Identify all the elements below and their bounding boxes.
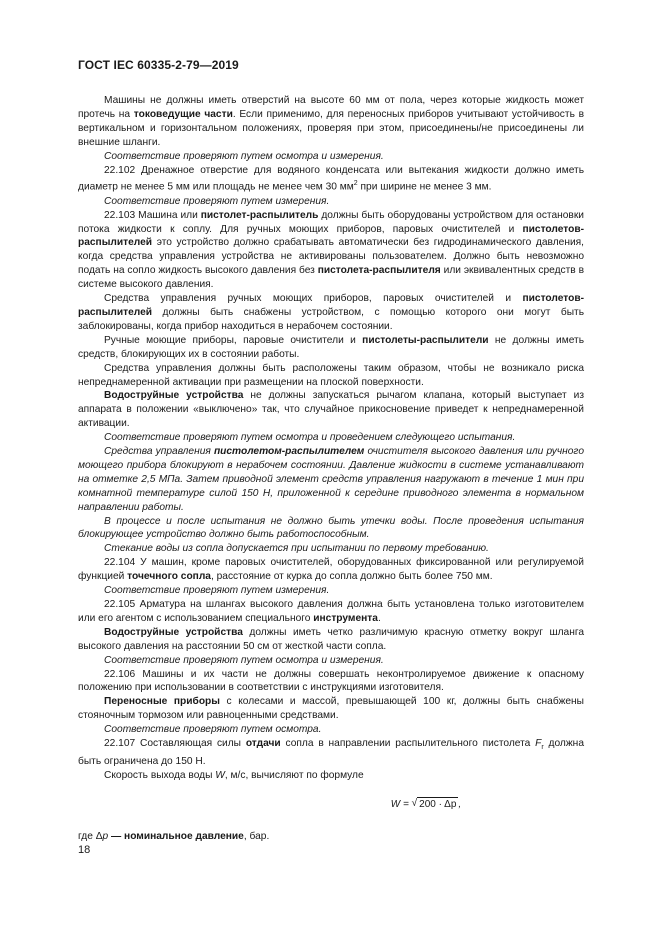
clause-22-106: 22.106 Машины и их части не должны совершать неконтролируемое движение к опасному положению при использовании в соответствии с инструкциями изготовителя. xyxy=(78,668,584,694)
compliance-note: Соответствие проверяют путем осмотра. xyxy=(104,724,322,736)
paragraph: Ручные моющие приборы, паровые очистители и пистолеты-распылители не должны иметь средств, блокирующих их в состоянии работы. xyxy=(78,334,584,360)
formula-legend: где Δp — номинальное давление, бар. xyxy=(78,830,270,842)
compliance-note: Соответствие проверяют путем осмотра и измерения. xyxy=(104,654,384,666)
clause-22-103: 22.103 Машина или пистолет-распылитель должны быть оборудованы устройством для остановки потока жидкости к соплу. Для ручных моющих приборов, паровых очистителей и пистолетов-распылителей это устройство должно срабатывать автоматически без гидродинамического давления, когда средства управления устройства не активированы пользователем. Должно быть невозможно подать на сопло жидкость высокого давления без пистолета-распылителя или эквивалентных средств в системе высокого давления. xyxy=(78,209,584,291)
clause-22-104: 22.104 У машин, кроме паровых очистителей, оборудованных фиксированной или регулируемой функцией точечного сопла, расстояние от курка до сопла должно быть более 750 мм. xyxy=(78,557,584,583)
compliance-note: Соответствие проверяют путем измерения. xyxy=(104,195,330,207)
sqrt-sign: √ xyxy=(411,798,418,810)
document-body xyxy=(78,94,584,844)
paragraph: Водоструйные устройства не должны запускаться рычагом клапана, который выступает из аппарата в положении «выключено» так, что случайное прикосновение приведет к непреднамеренной активации. xyxy=(78,390,585,430)
compliance-note: Соответствие проверяют путем осмотра и измерения. xyxy=(104,150,384,162)
test-description: В процессе и после испытания не должно быть утечки воды. После проведения испытания блокирующее устройство должно быть работоспособным. xyxy=(78,515,584,541)
paragraph: Водоструйные устройства должны иметь четко различимую красную отметку вокруг шланга высокого давления на расстоянии 50 см от жесткой части сопла. xyxy=(78,626,585,652)
paragraph: Машины не должны иметь отверстий на высоте 60 мм от пола, через которые жидкость может протечь на токоведущие части. Если применимо, для переносных приборов учитывают устойчивость в вертикальном и горизонтальном положениях, проверяя при этом, присоединены/не присоединены ли внешние шланги. xyxy=(78,95,584,148)
paragraph: Средства управления должны быть расположены таким образом, чтобы не возникало риска непреднамеренной активации при размещении на плоской поверхности. xyxy=(78,362,584,388)
paragraph: Переносные приборы с колесами и массой, превышающей 100 кг, должны быть снабжены стояночным тормозом или равноценными средствами. xyxy=(78,696,584,722)
test-description: Средства управления пистолетом-распылителем очистителя высокого давления или ручного моющего прибора блокируют в нерабочем состоянии. Давление жидкости в системе устанавливают на отметке 2,5 МПа. Затем приводной элемент средств управления нагружают в течение 1 мин при комнатной температуре силой 150 Н, приложенной к середине приводного элемента в нормальном направлении работы. xyxy=(78,446,584,513)
clause-22-105: 22.105 Арматура на шлангах высокого давления должна быть установлена только изготовителем или его агентом с использованием специального инструмента. xyxy=(78,599,584,624)
paragraph: Скорость выхода воды W, м/с, вычисляют по формуле xyxy=(104,769,364,781)
page-number: 18 xyxy=(78,844,91,856)
compliance-note: Соответствие проверяют путем измерения. xyxy=(104,585,330,597)
compliance-note: Соответствие проверяют путем осмотра и проведением следующего испытания. xyxy=(104,432,516,444)
test-description: Стекание воды из сопла допускается при испытании по первому требованию. xyxy=(104,543,489,555)
velocity-formula: W = √ 200 · Δp , xyxy=(390,798,462,810)
paragraph: Средства управления ручных моющих приборов, паровых очистителей и пистолетов-распылителей должны быть снабжены устройством, с помощью которого они могут быть заблокированы, когда прибор находиться в нерабочем состоянии. xyxy=(78,293,584,332)
document-header: ГОСТ IEC 60335-2-79—2019 xyxy=(78,58,239,72)
clause-22-107: 22.107 Составляющая силы отдачи сопла в направлении распылительного пистолета $F_r$ должна быть ограничена до 150 Н. xyxy=(78,738,584,768)
clause-22-102: 22.102 Дренажное отверстие для водяного конденсата или вытекания жидкости должно иметь диаметр не менее 5 мм или площадь не менее чем 30 $мм^2$ при ширине не менее 3 мм. xyxy=(78,164,584,193)
